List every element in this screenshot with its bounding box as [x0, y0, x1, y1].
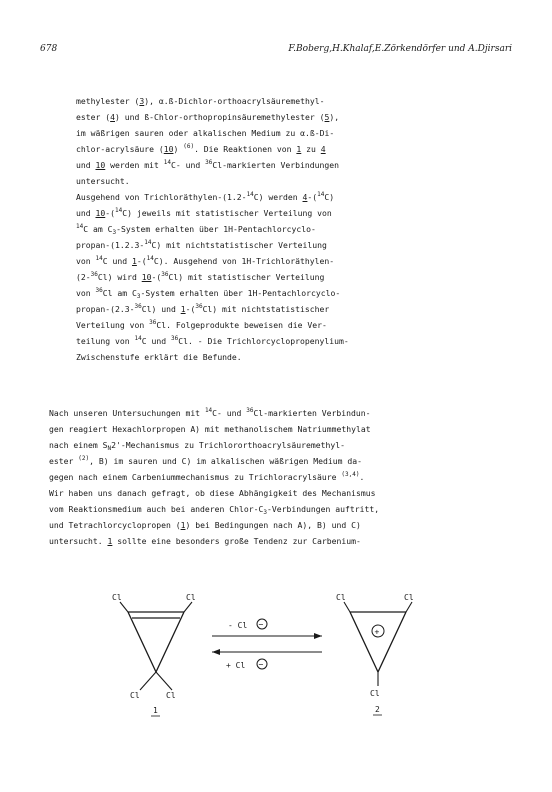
minus-sign: − — [258, 620, 264, 629]
body-line: Nach unseren Untersuchungen mit $^{14}$C- und $^{36}$Cl-markierten Verbindun- — [49, 407, 371, 418]
compound-number: 10 — [95, 208, 106, 218]
cl-label: Cl — [336, 593, 346, 602]
plus-sign: + — [374, 627, 380, 637]
compound-number-2: 2 — [375, 705, 380, 714]
abstract-line: $^{14}$C am $C_3$-System erhalten über 1H-Pentachlorcyclo- — [76, 223, 316, 236]
abstract-line: und 10-($^{14}$C) jeweils mit statistischer Verteilung von — [76, 207, 332, 218]
compound-1-structure — [112, 593, 196, 716]
abstract-line: (2-$^{36}$Cl) wird 10-($^{36}$Cl) mit statistischer Verteilung — [76, 271, 325, 282]
compound-number: 1 — [131, 256, 137, 266]
abstract-line: propan-(2.3-$^{36}$Cl) und 1-($^{36}$Cl) mit nichtstatistischer — [76, 303, 330, 314]
compound-number: 5 — [324, 112, 330, 122]
abstract-line: propan-(1.2.3-$^{14}$C) mit nichtstatistischer Verteilung — [76, 239, 327, 250]
body-text — [49, 405, 519, 549]
cl-label: Cl — [370, 689, 380, 698]
body-line: gen reagiert Hexachlorpropen A) mit methanolischem Natriummethylat — [49, 424, 371, 434]
abstract-line: methylester (3), α.ß-Dichlor-orthoacrylsäuremethyl- — [76, 96, 325, 106]
abstract-line: im wäßrigen sauren oder alkalischen Medium zu α.ß-Di- — [76, 128, 335, 138]
compound-number: 4 — [320, 144, 326, 154]
compound-number: 4 — [110, 112, 115, 122]
abstract-line: untersucht. — [76, 176, 130, 186]
compound-number: 4 — [302, 192, 308, 202]
abstract-line: teilung von $^{14}$C und $^{36}$Cl. - Die Trichlorcyclopropenylium- — [76, 335, 349, 346]
abstract — [76, 93, 496, 365]
abstract-line: von $^{36}$Cl am $C_3$-System erhalten über 1H-Pentachlorcyclo- — [76, 287, 341, 300]
cl-label: Cl — [130, 691, 140, 700]
compound-number: 10 — [163, 144, 174, 154]
body-line: nach einem $S_N2'$-Mechanismus zu Trichlororthoacrylsäuremethyl- — [49, 440, 346, 452]
compound-number-1: 1 — [153, 706, 158, 715]
abstract-line: und 10 werden mit $^{14}$C- und $^{36}$Cl-markierten Verbindungen — [76, 159, 340, 170]
compound-number: 3 — [139, 96, 145, 106]
body-line: untersucht. 1 sollte eine besonders große Tendenz zur Carbenium- — [49, 536, 361, 546]
compound-number: 1 — [296, 144, 302, 154]
compound-number: 10 — [95, 160, 106, 170]
abstract-line: chlor-acrylsäure (10) $^{(6)}$. Die Reaktionen von 1 zu 4 — [76, 143, 326, 154]
cl-label: Cl — [112, 593, 122, 602]
abstract-line: von $^{14}$C und 1-($^{14}$C). Ausgehend von 1H-Trichloräthylen- — [76, 255, 335, 266]
body-line: Wir haben uns danach gefragt, ob diese Abhängigkeit des Mechanismus — [49, 488, 376, 498]
abstract-line: Ausgehend von Trichloräthylen-(1.2-$^{14}$C) werden 4-($^{14}$C) — [76, 191, 335, 202]
reverse-arrow-label: + Cl — [226, 661, 246, 670]
compound-number: 10 — [141, 272, 152, 282]
cl-label: Cl — [404, 593, 414, 602]
minus-sign: − — [258, 660, 264, 669]
cl-label: Cl — [186, 593, 196, 602]
compound-number: 1 — [180, 520, 186, 530]
body-line: und Tetrachlorcyclopropen (1) bei Bedingungen nach A), B) und C) — [49, 520, 361, 530]
body-line: gegen nach einem Carbeniummechanismus zu Trichloracrylsäure $^{(3,4)}$. — [49, 471, 365, 482]
body-line: vom Reaktionsmedium auch bei anderen Chlor-$C_3$-Verbindungen auftritt, — [49, 504, 380, 516]
abstract-line: Verteilung von $^{36}$Cl. Folgeprodukte beweisen die Ver- — [76, 319, 327, 330]
page-number: 678 — [40, 44, 58, 54]
body-line: ester $^{(2)}$, B) im sauren und C) im alkalischen wäßrigen Medium da- — [49, 455, 362, 466]
abstract-line: ester (4) und ß-Chlor-orthopropinsäuremethylester (5), — [76, 112, 340, 122]
reaction-scheme — [0, 590, 552, 750]
forward-arrow-label: - Cl — [228, 621, 248, 630]
cl-label: Cl — [166, 691, 176, 700]
compound-number: 1 — [180, 304, 186, 314]
compound-number: 1 — [107, 536, 113, 546]
compound-2-structure — [336, 593, 414, 715]
abstract-line: Zwischenstufe erklärt die Befunde. — [76, 352, 242, 362]
equilibrium-arrows — [212, 619, 322, 670]
running-head: F.Boberg,H.Khalaf,E.Zörkendörfer und A.Djirsari — [288, 44, 512, 54]
